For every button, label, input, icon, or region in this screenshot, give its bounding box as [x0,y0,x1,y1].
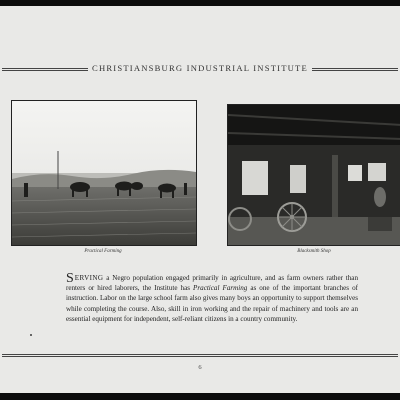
body-text-1: a Negro population engaged primarily in agriculture, and as farm owners rather than renters or hired laborers, the Institute has [66,274,358,293]
lead-word: ERVING [74,274,104,282]
document-page [0,6,400,393]
caption-practical-farming: Practical Farming [84,249,122,254]
drop-cap: S [66,271,74,286]
page-number: 6 [198,364,202,371]
body-emphasis: Practical Farming [193,284,248,293]
header-title: CHRISTIANSBURG INDUSTRIAL INSTITUTE [0,63,400,73]
blacksmith-shop-image [228,105,400,245]
caption-blacksmith-shop: Blacksmith Shop [297,249,331,254]
body-text-2: as one of the important branches of instruction. Labor on the large school farm also gives many boys an opportunity to support themselves while completing the course. Also, skill in iron working and the repair of machinery and tools are an essential equipment for independent, self-reliant citizens in a country community. [66,284,358,323]
stray-mark [30,334,32,336]
body-paragraph [66,273,358,324]
farm-field-image [12,101,196,245]
footer-rule [2,354,398,357]
photo-blacksmith-shop [227,104,400,246]
photo-practical-farming [11,100,197,246]
